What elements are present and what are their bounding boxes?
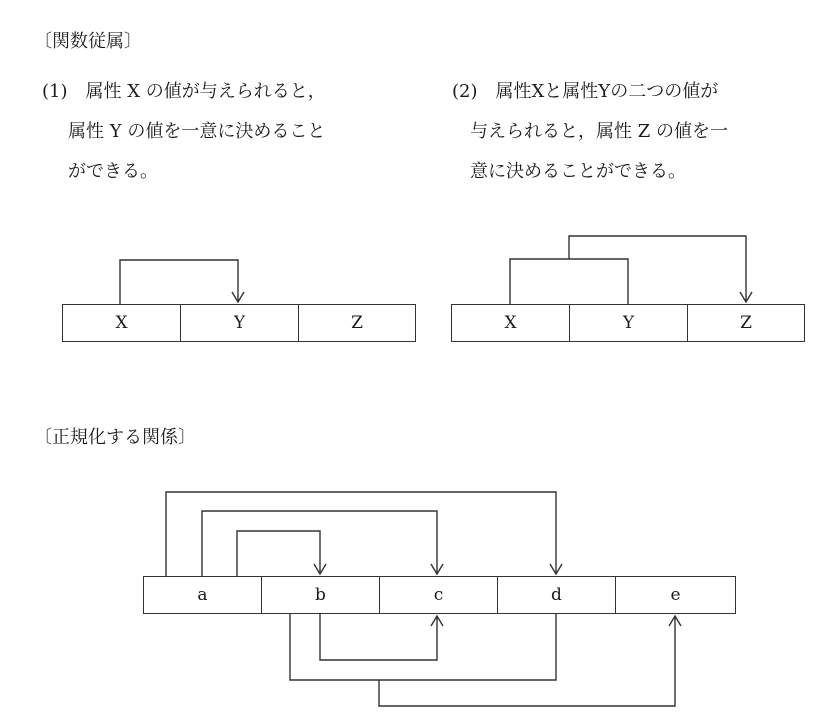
diagram1-cell-x: X (62, 304, 181, 342)
item2-line2: 与えられると，属性 Z の値を一 (470, 121, 728, 142)
item1-line3: ができる。 (68, 161, 158, 182)
arrow-a-to-d (166, 492, 562, 576)
arrow-xy-to-z (510, 236, 752, 304)
section-heading-functional-dependency: 〔関数従属〕 (34, 31, 142, 52)
diagram1-cell-z: Z (298, 304, 416, 342)
item1-line1: (1) 属性 X の値が与えられると， (42, 81, 326, 102)
arrow-a-to-c (202, 511, 443, 576)
relation-cell-e: e (615, 576, 736, 614)
diagram2-cell-x: X (451, 304, 570, 342)
relation-cell-a: a (143, 576, 262, 614)
relation-cell-b: b (261, 576, 380, 614)
diagram2-cell-z: Z (687, 304, 805, 342)
relation-cell-c: c (379, 576, 498, 614)
diagram2-cell-y: Y (569, 304, 688, 342)
item1-line2: 属性 Y の値を一意に決めること (68, 121, 326, 142)
arrow-b-to-c (320, 614, 443, 660)
relation-cell-d: d (497, 576, 616, 614)
item2-line1: (2) 属性Xと属性Yの二つの値が (452, 81, 719, 102)
arrow-x-to-y (120, 260, 244, 304)
item2-line3: 意に決めることができる。 (470, 161, 686, 182)
section-heading-relation-to-normalize: 〔正規化する関係〕 (34, 427, 196, 448)
arrow-a-to-b (237, 531, 326, 576)
diagram1-cell-y: Y (180, 304, 299, 342)
